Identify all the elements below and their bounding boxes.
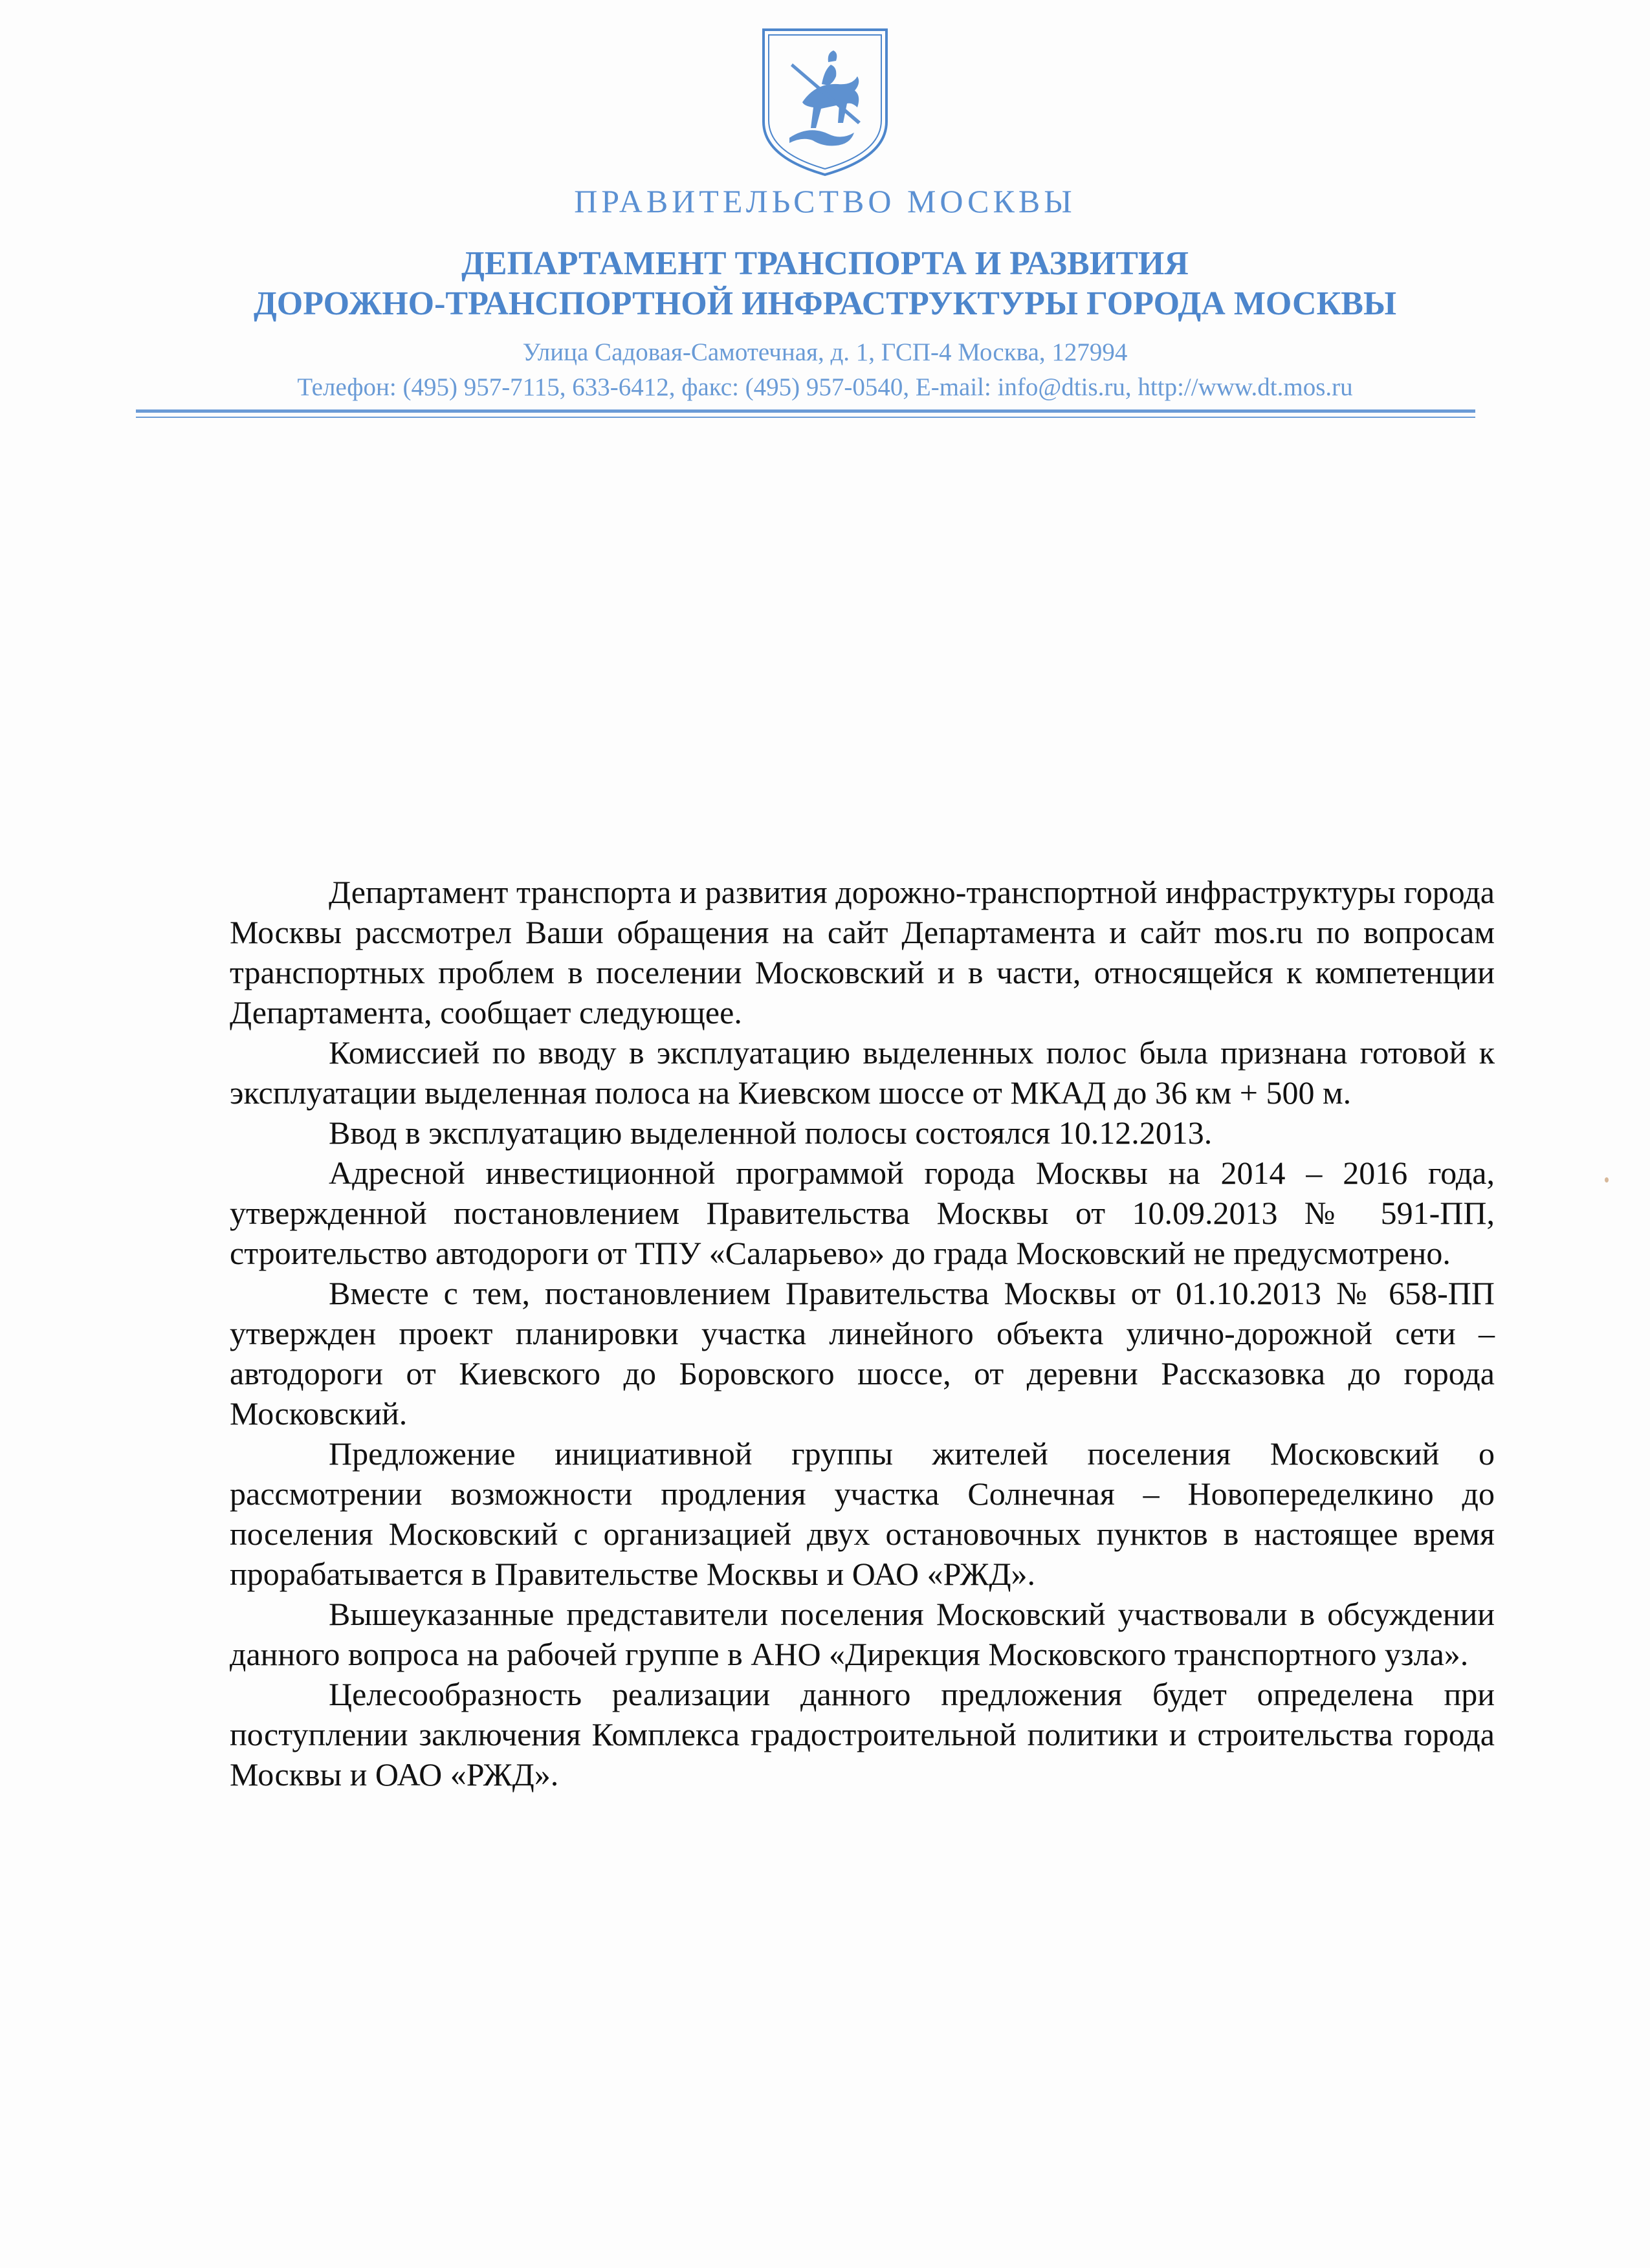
department-name-line-1: ДЕПАРТАМЕНТ ТРАНСПОРТА И РАЗВИТИЯ (461, 245, 1189, 282)
department-address: Улица Садовая-Самотечная, д. 1, ГСП-4 Москва, 127994 (522, 338, 1128, 366)
body-paragraph: Предложение инициативной группы жителей поселения Московский о рассмотрении возможности продления участка Солнечная – Новопеределкино до поселения Московский с организацией двух остановочных пунктов в настоящее время прорабатывается в Правительстве Москвы и ОАО «РЖД». (230, 1435, 1495, 1592)
body-paragraph: Вместе с тем, постановлением Правительства Москвы от 01.10.2013 № 658-ПП утвержден проект планировки участка линейного объекта улично-дорожной сети – автодороги от Киевского до Боровского шоссе, от деревни Рассказовка до города Московский. (230, 1275, 1495, 1432)
letterhead-divider-thick (136, 409, 1475, 413)
body-paragraph: Целесообразность реализации данного предложения будет определена при поступлении заключения Комплекса градостроительной политики и строительства города Москвы и ОАО «РЖД». (230, 1676, 1495, 1793)
letterhead-divider-thin (136, 417, 1475, 418)
government-name: ПРАВИТЕЛЬСТВО МОСКВЫ (574, 183, 1076, 219)
body-paragraph: Департамент транспорта и развития дорожно-транспортной инфраструктуры города Москвы рассмотрел Ваши обращения на сайт Департамента и сайт mos.ru по вопросам транспортных проблем в поселении Московский и в части, относящейся к компетенции Департамента, сообщает следующее. (230, 874, 1495, 1030)
scan-speck (1605, 1177, 1609, 1183)
department-contacts: Телефон: (495) 957-7115, 633-6412, факс: (495) 957-0540, E-mail: info@dtis.ru, http://www.dt.mos.ru (297, 373, 1353, 401)
moscow-coat-of-arms-icon (731, 25, 919, 180)
letter-body (230, 872, 1495, 1794)
department-name-line-2: ДОРОЖНО-ТРАНСПОРТНОЙ ИНФРАСТРУКТУРЫ ГОРОДА МОСКВЫ (253, 285, 1397, 322)
body-paragraph: Адресной инвестиционной программой города Москвы на 2014 – 2016 года, утвержденной постановлением Правительства Москвы от 10.09.2013 № 591-ПП, строительство автодороги от ТПУ «Саларьево» до града Московский не предусмотрено. (230, 1155, 1495, 1271)
body-paragraph: Комиссией по вводу в эксплуатацию выделенных полос была признана готовой к эксплуатации выделенная полоса на Киевском шоссе от МКАД до 36 км + 500 м. (230, 1034, 1495, 1111)
body-paragraph: Вышеуказанные представители поселения Московский участвовали в обсуждении данного вопроса на рабочей группе в АНО «Дирекция Московского транспортного узла». (230, 1596, 1495, 1672)
body-paragraph: Ввод в эксплуатацию выделенной полосы состоялся 10.12.2013. (329, 1115, 1213, 1151)
